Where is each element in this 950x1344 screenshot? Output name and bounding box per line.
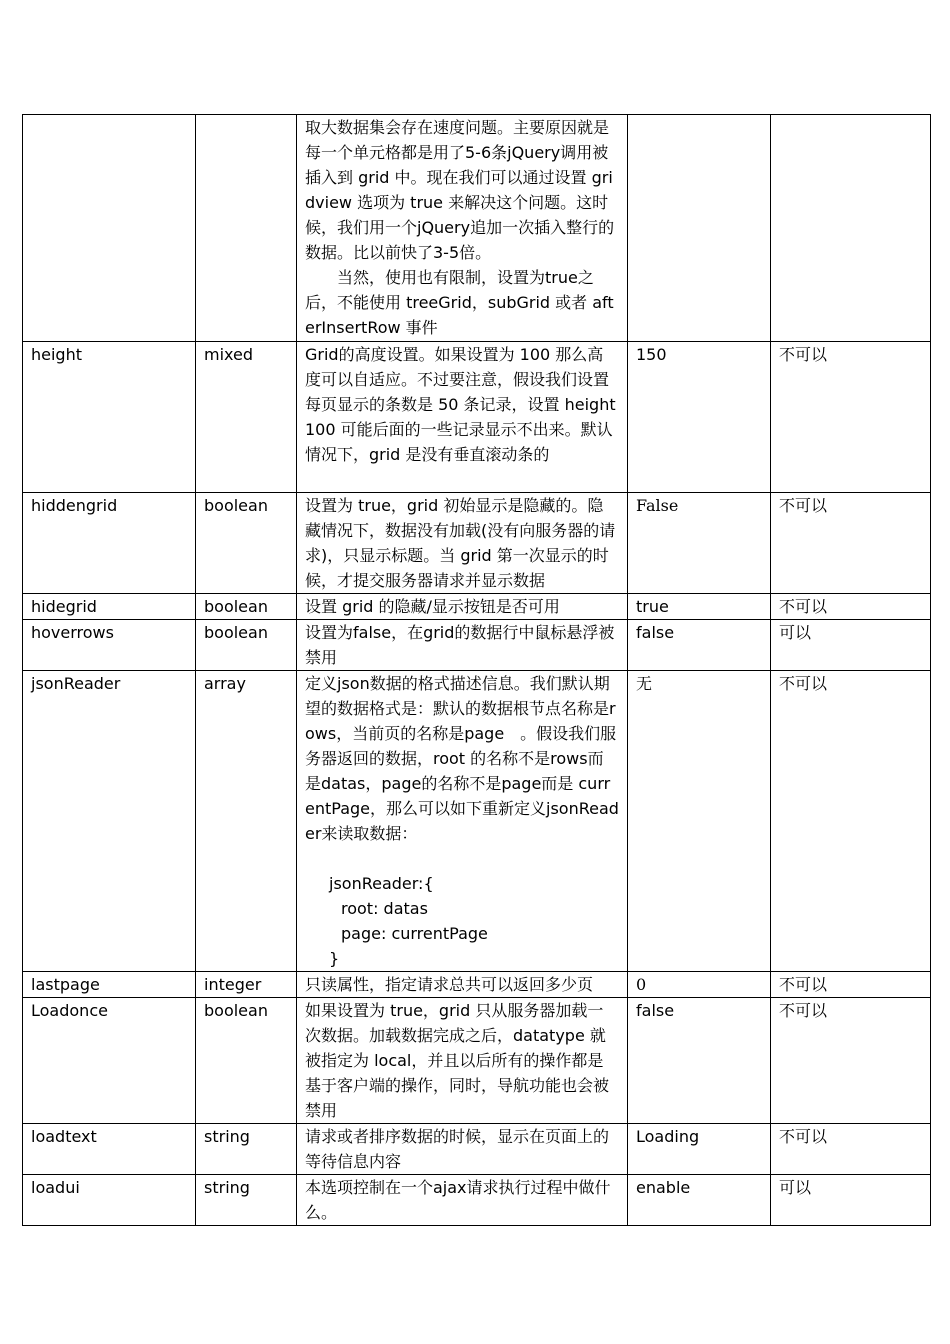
option-type-cell: boolean <box>196 594 297 620</box>
code-line: page: currentPage <box>341 924 488 943</box>
option-description-cell <box>297 1124 628 1175</box>
description-paragraph: 请求或者排序数据的时候，显示在页面上的等待信息内容 <box>305 1127 610 1171</box>
option-type-cell <box>196 115 297 342</box>
table-row <box>23 972 931 998</box>
option-name-cell: hidegrid <box>23 594 196 620</box>
option-default-cell: 无 <box>628 671 771 972</box>
option-description-cell <box>297 342 628 493</box>
option-name-cell: height <box>23 342 196 493</box>
option-default-cell: false <box>628 998 771 1124</box>
description-paragraph: 如果设置为 true，grid 只从服务器加载一次数据。加载数据完成之后，datatype 就被指定为 local，并且以后所有的操作都是基于客户端的操作，同时，导航功能也会被禁用 <box>305 1001 610 1120</box>
option-type-cell: boolean <box>196 998 297 1124</box>
option-name-cell <box>23 115 196 342</box>
description-paragraph: 本选项控制在一个ajax请求执行过程中做什么。 <box>305 1178 611 1222</box>
option-type-cell: string <box>196 1175 297 1226</box>
option-name-cell: lastpage <box>23 972 196 998</box>
option-modifiable-cell: 不可以 <box>771 671 931 972</box>
description-paragraph: 设置 grid 的隐藏/显示按钮是否可用 <box>305 597 560 616</box>
option-description-cell <box>297 493 628 594</box>
option-default-cell: enable <box>628 1175 771 1226</box>
option-description-cell <box>297 972 628 998</box>
option-modifiable-cell: 不可以 <box>771 493 931 594</box>
table-row <box>23 594 931 620</box>
option-modifiable-cell: 可以 <box>771 620 931 671</box>
option-description-cell <box>297 671 628 972</box>
table-row <box>23 998 931 1124</box>
option-type-cell: boolean <box>196 620 297 671</box>
blank-line <box>305 846 619 871</box>
description-paragraph: 设置为 true，grid 初始显示是隐藏的。隐藏情况下，数据没有加载(没有向服务器的请求)，只显示标题。当 grid 第一次显示的时候，才提交服务器请求并显示数据 <box>305 496 616 590</box>
option-modifiable-cell: 不可以 <box>771 998 931 1124</box>
option-type-cell: boolean <box>196 493 297 594</box>
option-modifiable-cell: 可以 <box>771 1175 931 1226</box>
option-modifiable-cell: 不可以 <box>771 1124 931 1175</box>
option-description-cell <box>297 594 628 620</box>
option-type-cell: string <box>196 1124 297 1175</box>
options-table <box>22 114 931 1226</box>
option-name-cell: loadui <box>23 1175 196 1226</box>
option-default-cell: 0 <box>628 972 771 998</box>
table-row <box>23 115 931 342</box>
option-description-cell <box>297 115 628 342</box>
option-description-cell <box>297 1175 628 1226</box>
option-description-cell <box>297 998 628 1124</box>
option-default-cell: False <box>628 493 771 594</box>
option-name-cell: jsonReader <box>23 671 196 972</box>
option-default-cell: 150 <box>628 342 771 493</box>
option-name-cell: hiddengrid <box>23 493 196 594</box>
description-paragraph: 定义json数据的格式描述信息。我们默认期望的数据格式是：默认的数据根节点名称是rows，当前页的名称是page 。假设我们服务器返回的数据，root 的名称不是rows而是datas，page的名称不是page而是 currentPage，那么可以如下重新定义jsonReader来读取数据： <box>305 674 619 843</box>
table-row <box>23 1124 931 1175</box>
option-name-cell: Loadonce <box>23 998 196 1124</box>
option-modifiable-cell: 不可以 <box>771 342 931 493</box>
option-default-cell: true <box>628 594 771 620</box>
option-name-cell: hoverrows <box>23 620 196 671</box>
description-paragraph: 取大数据集会存在速度问题。主要原因就是每一个单元格都是用了5-6条jQuery调用被插入到 grid 中。现在我们可以通过设置 gridview 选项为 true 来解决这个问题。这时候，我们用一个jQuery追加一次插入整行的数据。比以前快了3-5倍。 <box>305 118 615 262</box>
description-paragraph: 设置为false，在grid的数据行中鼠标悬浮被禁用 <box>305 623 615 667</box>
table-row <box>23 671 931 972</box>
description-paragraph: Grid的高度设置。如果设置为 100 那么高度可以自适应。不过要注意，假设我们设置每页显示的条数是 50 条记录，设置 height 100 可能后面的一些记录显示不出来。默认情况下，grid 是没有垂直滚动条的 <box>305 345 616 464</box>
code-block <box>305 871 619 971</box>
code-line: root: datas <box>341 899 428 918</box>
option-modifiable-cell: 不可以 <box>771 972 931 998</box>
code-line: } <box>329 949 340 968</box>
table-row <box>23 620 931 671</box>
description-paragraph: 当然，使用也有限制，设置为true之后，不能使用 treeGrid，subGrid 或者 afterInsertRow 事件 <box>305 268 614 337</box>
description-paragraph: 只读属性，指定请求总共可以返回多少页 <box>305 975 594 994</box>
table-row <box>23 342 931 493</box>
option-modifiable-cell <box>771 115 931 342</box>
option-type-cell: mixed <box>196 342 297 493</box>
option-modifiable-cell: 不可以 <box>771 594 931 620</box>
table-row <box>23 1175 931 1226</box>
option-type-cell: array <box>196 671 297 972</box>
option-type-cell: integer <box>196 972 297 998</box>
option-default-cell <box>628 115 771 342</box>
option-default-cell: false <box>628 620 771 671</box>
table-row <box>23 493 931 594</box>
code-line: jsonReader:{ <box>329 874 434 893</box>
option-description-cell <box>297 620 628 671</box>
option-default-cell: Loading <box>628 1124 771 1175</box>
option-name-cell: loadtext <box>23 1124 196 1175</box>
